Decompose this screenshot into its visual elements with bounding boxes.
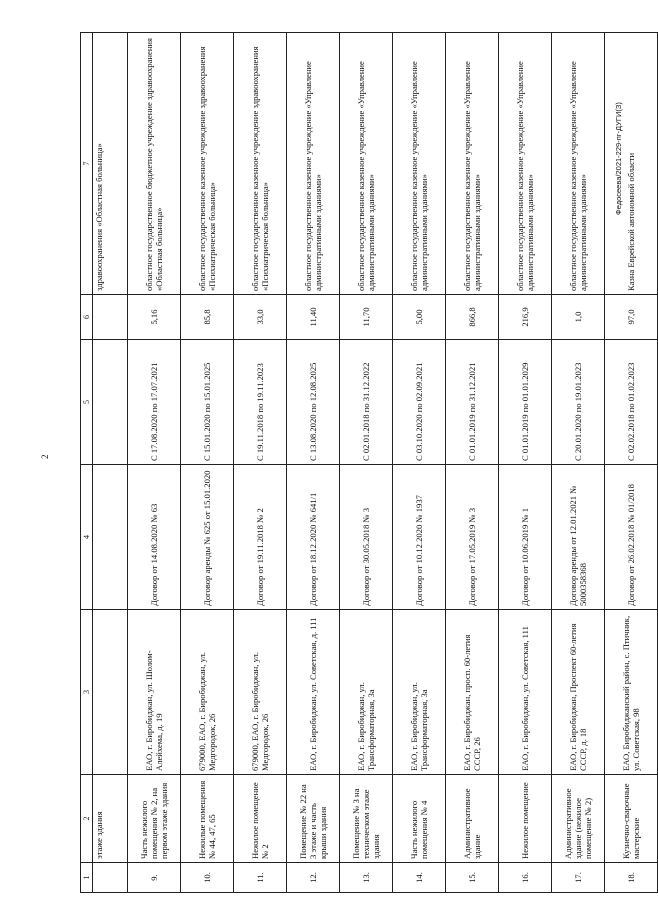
cell-num: 14. [393, 863, 446, 893]
column-number: 7 [81, 33, 93, 295]
cell-name: Нежилое помещение [499, 775, 552, 863]
table-row [393, 33, 446, 893]
cell-num: 13. [340, 863, 393, 893]
cell-contract: Договор аренды от 12.01.2021 № 5000358368 [552, 465, 605, 610]
cell-name: Нежилые помещения № 44, 47, 65 [181, 775, 234, 863]
column-number: 3 [81, 610, 93, 775]
page-number: 2 [40, 454, 50, 459]
table-row [552, 33, 605, 893]
cell-name: Часть нежилого помещения № 2, на первом этаже здания [128, 775, 181, 863]
cell-holder: областное государственное бюджетное учреждение здравоохранения «Областная больница» [128, 33, 181, 295]
cell-period: С 03.10.2020 по 02.09.2021 [393, 340, 446, 465]
cell-holder: областное государственное казенное учреждение здравоохранения «Психиатрическая больница» [181, 33, 234, 295]
column-number: 1 [81, 863, 93, 893]
column-number: 5 [81, 340, 93, 465]
cell-period: С 20.01.2020 по 19.01.2023 [552, 340, 605, 465]
cell-period: С 01.01.2019 по 31.12.2021 [446, 340, 499, 465]
cell-area: 216,9 [499, 295, 552, 340]
cell-holder: областное государственное казенное учреждение «Управление административными зданиями» [287, 33, 340, 295]
cell-address: ЕАО, г. Биробиджан, просп. 60-летия СССР, 26 [446, 610, 499, 775]
cell-holder: областное государственное казенное учреждение «Управление административными зданиями» [340, 33, 393, 295]
cell-contract: Договор от 18.12.2020 № 641/1 [287, 465, 340, 610]
cell-holder: здравоохранения «Областная больница» [93, 33, 128, 295]
cell-contract: Договор от 19.11.2018 № 2 [234, 465, 287, 610]
cell-name: Помещение № 22 на 3 этаже и часть крыши здания [287, 775, 340, 863]
cell-name: Нежилое помещение № 2 [234, 775, 287, 863]
cell-contract: Договор от 10.12.2020 № 1937 [393, 465, 446, 610]
cell-num: 17. [552, 863, 605, 893]
property-table [80, 32, 658, 893]
cell-area: 97,0 [605, 295, 658, 340]
cell-period [93, 340, 128, 465]
cell-contract: Договор от 26.02.2018 № 01/2018 [605, 465, 658, 610]
cell-num: 11. [234, 863, 287, 893]
cell-area: 866,8 [446, 295, 499, 340]
cell-holder: Казна Еврейской автономной области [605, 33, 658, 295]
cell-period: С 01.01.2019 по 01.01.2029 [499, 340, 552, 465]
cell-num: 12. [287, 863, 340, 893]
continuation-row [93, 33, 128, 893]
column-number-row [81, 33, 93, 893]
table-row [128, 33, 181, 893]
cell-area [93, 295, 128, 340]
cell-area: 11,70 [340, 295, 393, 340]
table-row [446, 33, 499, 893]
cell-holder: областное государственное казенное учреждение «Управление административными зданиями» [499, 33, 552, 295]
table-row [181, 33, 234, 893]
cell-address: ЕАО, г. Биробиджан, Проспект 60-летия СССР, д. 18 [552, 610, 605, 775]
cell-name: Кузнечно-сварочные мастерские [605, 775, 658, 863]
cell-address: ЕАО, г. Биробиджан, ул. Советская, д. 111 [287, 610, 340, 775]
cell-area: 1,0 [552, 295, 605, 340]
column-number: 6 [81, 295, 93, 340]
column-number: 2 [81, 775, 93, 863]
cell-area: 33,0 [234, 295, 287, 340]
cell-area: 11,40 [287, 295, 340, 340]
cell-address: ЕАО, г. Биробиджан, ул. Шолом-Алейхема, д. 19 [128, 610, 181, 775]
cell-num: 9. [128, 863, 181, 893]
cell-num: 16. [499, 863, 552, 893]
cell-name: Помещение № 3 на техническом этаже здания [340, 775, 393, 863]
cell-address: ЕАО, г. Биробиджан, ул. Советская, 111 [499, 610, 552, 775]
cell-name: Административное здание (нежилое помещение № 2) [552, 775, 605, 863]
cell-period: С 02.01.2018 по 31.12.2022 [340, 340, 393, 465]
table-row [340, 33, 393, 893]
cell-period: С 02.02.2018 по 01.02.2023 [605, 340, 658, 465]
cell-period: С 13.08.2020 по 12.08.2025 [287, 340, 340, 465]
cell-contract: Договор от 10.06.2019 № 1 [499, 465, 552, 610]
table-row [234, 33, 287, 893]
cell-address: ЕАО, г. Биробиджан, ул. Трансформаторная, 3а [393, 610, 446, 775]
table-row [287, 33, 340, 893]
cell-area: 5,00 [393, 295, 446, 340]
cell-contract: Договор аренды № 625 от 15.01.2020 [181, 465, 234, 610]
cell-contract: Договор от 17.05.2019 № 3 [446, 465, 499, 610]
column-number: 4 [81, 465, 93, 610]
cell-holder: областное государственное казенное учреждение здравоохранения «Психиатрическая больница» [234, 33, 287, 295]
cell-period: С 17.08.2020 по 17.07.2021 [128, 340, 181, 465]
cell-contract: Договор от 30.05.2018 № 3 [340, 465, 393, 610]
cell-num: 15. [446, 863, 499, 893]
cell-period: С 15.01.2020 по 15.01.2025 [181, 340, 234, 465]
cell-name: Часть нежилого помещения № 4 [393, 775, 446, 863]
cell-name: Административное здание [446, 775, 499, 863]
cell-address: ЕАО, г. Биробиджан, ул. Трансформаторная, 3а [340, 610, 393, 775]
cell-holder: областное государственное казенное учреждение «Управление административными зданиями» [446, 33, 499, 295]
cell-holder: областное государственное казенное учреждение «Управление административными зданиями» [393, 33, 446, 295]
table-row [605, 33, 658, 893]
cell-num: 10. [181, 863, 234, 893]
cell-area: 5,16 [128, 295, 181, 340]
cell-period: С 19.11.2018 по 19.11.2023 [234, 340, 287, 465]
cell-holder: областное государственное казенное учреждение «Управление административными зданиями» [552, 33, 605, 295]
cell-num [93, 863, 128, 893]
cell-num: 18. [605, 863, 658, 893]
cell-name: этаже здания [93, 775, 128, 863]
cell-address [93, 610, 128, 775]
cell-contract: Договор от 14.08.2020 № 63 [128, 465, 181, 610]
cell-address: 679000, ЕАО, г. Биробиджан, ул. Медгородок, 26 [234, 610, 287, 775]
cell-contract [93, 465, 128, 610]
cell-area: 85,8 [181, 295, 234, 340]
cell-address: ЕАО, Биробиджанский район, с. Птичник, ул. Советская, 98 [605, 610, 658, 775]
cell-address: 679000, ЕАО, г. Биробиджан, ул. Медгородок, 26 [181, 610, 234, 775]
footer-code: Федосеева/2021-229-пг-ДУГИ(З) [614, 102, 623, 215]
table-row [499, 33, 552, 893]
